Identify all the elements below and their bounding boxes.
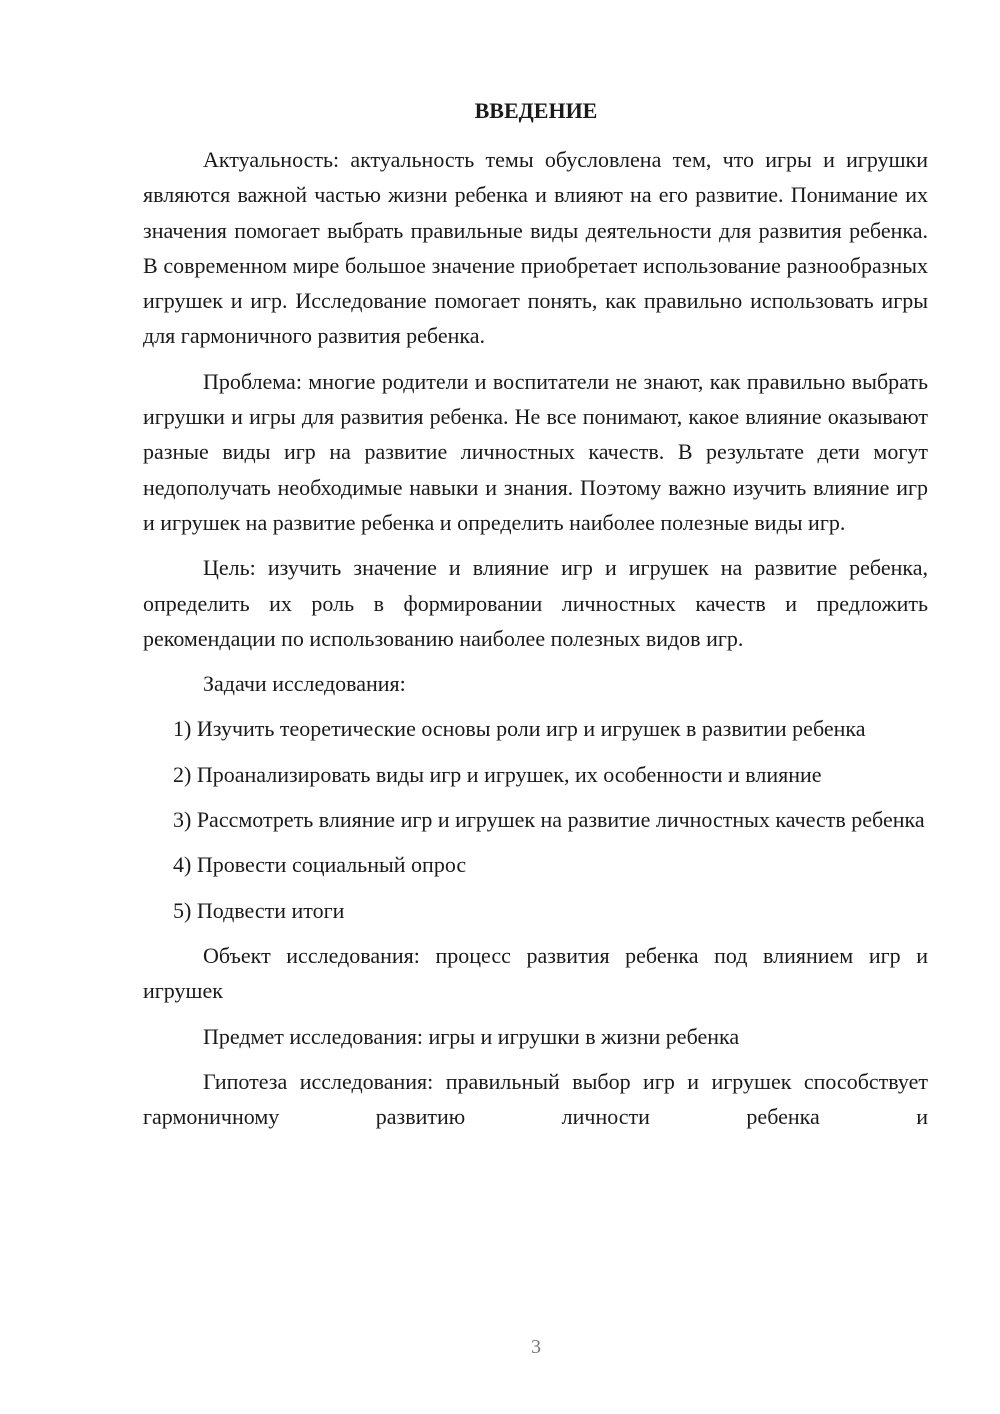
paragraph-subject: Предмет исследования: игры и игрушки в жизни ребенка bbox=[203, 1023, 740, 1049]
task-item-3: 3) Рассмотреть влияние игр и игрушек на развитие личностных качеств ребенка bbox=[173, 807, 925, 833]
task-item-2: 2) Проанализировать виды игр и игрушек, их особенности и влияние bbox=[173, 761, 822, 787]
task-item-4: 4) Провести социальный опрос bbox=[173, 852, 467, 878]
paragraph-hypothesis: Гипотеза исследования: правильный выбор игр и игрушек способствует гармоничному развитию личности ребенка и bbox=[143, 1068, 928, 1130]
task-item-1: 1) Изучить теоретические основы роли игр и игрушек в развитии ребенка bbox=[173, 716, 866, 742]
task-item-5: 5) Подвести итоги bbox=[173, 897, 345, 923]
section-title: ВВЕДЕНИЕ bbox=[474, 98, 598, 123]
paragraph-relevance: Актуальность: актуальность темы обусловлена тем, что игры и игрушки являются важной частью жизни ребенка и влияют на его развитие. Понимание их значения помогает выбрать правильные виды деятельности для развития ребенка. В современном мире большое значение приобретает использование разнообразных игрушек и игр. Исследование помогает понять, как правильно использовать игры для гармоничного развития ребенка. bbox=[143, 147, 928, 349]
paragraph-problem: Проблема: многие родители и воспитатели не знают, как правильно выбрать игрушки и игры для развития ребенка. Не все понимают, какое влияние оказывают разные виды игр на развитие личностных качеств. В результате дети могут недополучать необходимые навыки и знания. Поэтому важно изучить влияние игр и игрушек на развитие ребенка и определить наиболее полезные виды игр. bbox=[143, 368, 928, 535]
paragraph-goal: Цель: изучить значение и влияние игр и игрушек на развитие ребенка, определить их роль в формировании личностных качеств и предложить рекомендации по использованию наиболее полезных видов игр. bbox=[143, 555, 928, 651]
page-number: 3 bbox=[531, 1336, 541, 1358]
body-text bbox=[143, 142, 928, 1134]
paragraph-object: Объект исследования: процесс развития ребенка под влиянием игр и игрушек bbox=[143, 942, 928, 1004]
paragraph-tasks-heading: Задачи исследования: bbox=[203, 671, 406, 697]
